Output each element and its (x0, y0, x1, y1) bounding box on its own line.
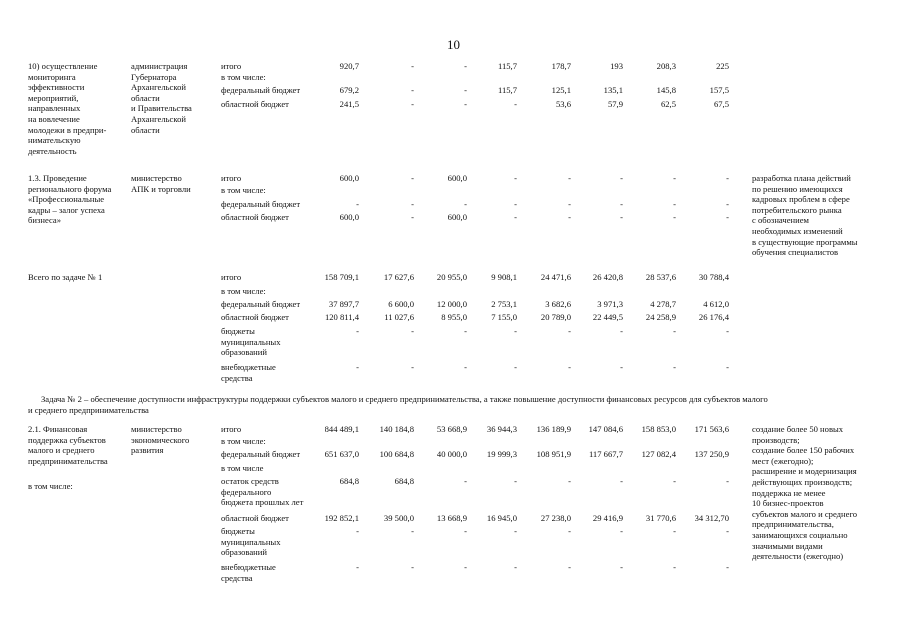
funding-source-label: внебюджетные (221, 362, 276, 372)
expected-result: обучения специалистов (752, 247, 839, 258)
funding-value-cell: - (356, 326, 359, 336)
funding-value-cell: - (411, 562, 414, 572)
funding-value-cell: - (356, 362, 359, 372)
funding-value-cell: - (726, 199, 729, 209)
funding-value-cell: - (620, 199, 623, 209)
funding-value-cell: 37 897,7 (328, 299, 359, 309)
executor-name: министерство (131, 424, 182, 434)
activity-name: мониторинга (28, 71, 76, 82)
funding-value-cell: 57,9 (607, 99, 623, 109)
funding-value-cell: - (568, 199, 571, 209)
funding-value-cell: - (620, 362, 623, 372)
funding-source-label: муниципальных (221, 536, 281, 547)
funding-source-label: внебюджетные (221, 562, 276, 572)
funding-value-cell: 600,0 (339, 173, 359, 183)
funding-value-cell: - (568, 476, 571, 486)
funding-value-cell: - (726, 326, 729, 336)
funding-value-cell: 30 788,4 (698, 272, 729, 282)
funding-value-cell: 679,2 (339, 85, 359, 95)
funding-value-cell: 62,5 (660, 99, 676, 109)
funding-source-label: итого (221, 424, 242, 434)
funding-value-cell: 24 471,6 (540, 272, 571, 282)
activity-name: бизнеса» (28, 215, 62, 226)
funding-source-label: бюджеты (221, 526, 255, 536)
funding-value-cell: 171 563,6 (694, 424, 729, 434)
funding-value-cell: 19 999,3 (486, 449, 517, 459)
executor-name: и Правительства (131, 103, 192, 114)
activity-name: «Профессиональные (28, 194, 105, 205)
funding-value-cell: 127 082,4 (641, 449, 676, 459)
funding-value-cell: 3 682,6 (545, 299, 571, 309)
funding-value-cell: - (514, 199, 517, 209)
funding-value-cell: - (411, 173, 414, 183)
funding-value-cell: - (514, 362, 517, 372)
expected-result: действующих производств; (752, 477, 853, 487)
activity-name: нимательскую (28, 135, 81, 146)
funding-value-cell: 20 789,0 (540, 312, 571, 322)
funding-source-label: остаток средств (221, 476, 279, 486)
funding-source-label: бюджета прошлых лет (221, 497, 304, 508)
expected-result: предпринимательства, (752, 519, 834, 530)
funding-value-cell: 684,8 (339, 476, 359, 486)
activity-name: направленных (28, 103, 81, 114)
funding-value-cell: 7 155,0 (491, 312, 517, 322)
expected-result: кадровых проблем в сфере (752, 194, 850, 205)
funding-value-cell: 8 955,0 (441, 312, 467, 322)
funding-value-cell: - (411, 199, 414, 209)
funding-value-cell: 241,5 (339, 99, 359, 109)
funding-source-label: в том числе: (221, 286, 266, 296)
task-heading: и среднего предпринимательства (28, 405, 149, 415)
funding-value-cell: - (514, 526, 517, 536)
funding-value-cell: - (464, 476, 467, 486)
expected-result: поддержка не менее (752, 487, 826, 498)
funding-value-cell: 53 668,9 (436, 424, 467, 434)
funding-value-cell: - (726, 362, 729, 372)
funding-source-label: федеральный бюджет (221, 199, 301, 209)
funding-source-label: средства (221, 372, 253, 383)
funding-value-cell: 192 852,1 (324, 513, 359, 523)
expected-result: субъектов малого и среднего (752, 508, 858, 519)
funding-source-label: областной бюджет (221, 99, 289, 109)
funding-source-label: в том числе: (221, 436, 266, 446)
funding-value-cell: 600,0 (447, 212, 467, 222)
funding-value-cell: - (411, 99, 414, 109)
funding-value-cell: - (673, 562, 676, 572)
page-number: 10 (447, 37, 460, 52)
executor-name: министерство (131, 173, 182, 183)
funding-value-cell: - (411, 362, 414, 372)
funding-value-cell: 115,7 (497, 85, 517, 95)
funding-value-cell: - (411, 61, 414, 71)
funding-value-cell: 100 684,8 (379, 449, 414, 459)
funding-value-cell: - (620, 526, 623, 536)
funding-value-cell: 137 250,9 (694, 449, 729, 459)
funding-value-cell: - (411, 85, 414, 95)
funding-value-cell: - (726, 562, 729, 572)
funding-source-label: образований (221, 547, 267, 558)
activity-name: кадры – залог успеха (28, 204, 105, 215)
funding-value-cell: - (726, 173, 729, 183)
activity-name: 1.3. Проведение (28, 173, 87, 183)
funding-value-cell: - (514, 99, 517, 109)
funding-value-cell: 13 668,9 (436, 513, 467, 523)
funding-value-cell: - (620, 212, 623, 222)
activity-name: деятельность (28, 145, 77, 156)
expected-result: расширение и модернизация (752, 466, 857, 477)
executor-name: развития (131, 445, 164, 456)
funding-value-cell: 16 945,0 (486, 513, 517, 523)
funding-value-cell: 4 612,0 (703, 299, 729, 309)
funding-source-label: образований (221, 347, 267, 358)
activity-name: 2.1. Финансовая (28, 424, 88, 434)
funding-value-cell: - (620, 326, 623, 336)
funding-value-cell: 31 770,6 (645, 513, 676, 523)
funding-value-cell: 157,5 (709, 85, 729, 95)
funding-value-cell: 178,7 (551, 61, 571, 71)
funding-value-cell: - (568, 173, 571, 183)
funding-value-cell: 108 951,9 (536, 449, 571, 459)
funding-value-cell: 844 489,1 (324, 424, 359, 434)
funding-source-label: областной бюджет (221, 312, 289, 322)
funding-source-label: областной бюджет (221, 212, 289, 222)
funding-value-cell: - (464, 61, 467, 71)
funding-source-label: итого (221, 272, 242, 282)
expected-result: в существующие программы (752, 236, 858, 247)
expected-result: 10 бизнес-проектов (752, 498, 824, 509)
expected-result: мест (ежегодно); (752, 455, 814, 466)
activity-name: эффективности (28, 82, 85, 93)
funding-value-cell: - (673, 199, 676, 209)
expected-result: деятельности (ежегодно) (752, 551, 844, 562)
activity-name: малого и среднего (28, 445, 95, 456)
executor-name: области (131, 124, 160, 135)
funding-value-cell: - (464, 526, 467, 536)
funding-source-label: итого (221, 61, 242, 71)
executor-name: Архангельской (131, 114, 186, 124)
executor-name: администрация (131, 61, 188, 71)
executor-name: экономического (131, 434, 190, 445)
funding-value-cell: 208,3 (656, 61, 676, 71)
funding-value-cell: 684,8 (394, 476, 414, 486)
funding-value-cell: - (620, 562, 623, 572)
funding-value-cell: 17 627,6 (383, 272, 414, 282)
funding-source-label: итого (221, 173, 242, 183)
expected-result: по решению имеющихся (752, 183, 843, 194)
executor-name: АПК и торговли (131, 183, 191, 194)
funding-value-cell: 36 944,3 (486, 424, 517, 434)
executor-name: Губернатора (131, 71, 177, 82)
funding-value-cell: 600,0 (339, 212, 359, 222)
funding-value-cell: - (726, 212, 729, 222)
activity-name: молодежи в предпри- (28, 124, 107, 135)
activity-name: на вовлечение (28, 114, 80, 124)
funding-value-cell: - (673, 173, 676, 183)
funding-value-cell: - (356, 199, 359, 209)
funding-value-cell: 26 420,8 (592, 272, 623, 282)
funding-value-cell: - (464, 99, 467, 109)
funding-value-cell: 225 (716, 61, 729, 71)
funding-value-cell: 125,1 (551, 85, 571, 95)
funding-value-cell: - (673, 212, 676, 222)
funding-value-cell: - (514, 173, 517, 183)
task-total-label: Всего по задаче № 1 (28, 272, 103, 282)
funding-value-cell: - (356, 526, 359, 536)
expected-result: необходимых изменений (752, 226, 843, 236)
funding-source-label: федеральный бюджет (221, 449, 301, 459)
funding-value-cell: - (411, 326, 414, 336)
funding-value-cell: 20 955,0 (436, 272, 467, 282)
funding-value-cell: 29 416,9 (592, 513, 623, 523)
funding-value-cell: 117 667,7 (588, 449, 623, 459)
funding-value-cell: - (620, 173, 623, 183)
funding-source-label: федерального (221, 486, 272, 497)
funding-value-cell: - (464, 562, 467, 572)
funding-value-cell: 53,6 (555, 99, 571, 109)
funding-value-cell: - (464, 362, 467, 372)
funding-value-cell: 22 449,5 (592, 312, 623, 322)
funding-value-cell: - (568, 526, 571, 536)
funding-value-cell: 158 709,1 (324, 272, 359, 282)
funding-value-cell: - (411, 526, 414, 536)
funding-value-cell: 120 811,4 (324, 312, 359, 322)
expected-result: потребительского рынка (752, 204, 842, 215)
funding-value-cell: 158 853,0 (641, 424, 676, 434)
expected-result: разработка плана действий (752, 173, 851, 183)
funding-value-cell: 920,7 (339, 61, 359, 71)
funding-value-cell: - (464, 326, 467, 336)
activity-name: 10) осуществление (28, 61, 98, 71)
funding-value-cell: 11 027,6 (384, 312, 414, 322)
funding-value-cell: 24 258,9 (645, 312, 676, 322)
funding-value-cell: 193 (610, 61, 623, 71)
funding-value-cell: 39 500,0 (383, 513, 414, 523)
funding-value-cell: - (620, 476, 623, 486)
funding-value-cell: 27 238,0 (540, 513, 571, 523)
funding-value-cell: 4 278,7 (650, 299, 676, 309)
funding-value-cell: 651 637,0 (324, 449, 359, 459)
funding-value-cell: 600,0 (447, 173, 467, 183)
funding-value-cell: 26 176,4 (698, 312, 729, 322)
expected-result: производств; (752, 434, 800, 445)
expected-result: занимающихся социально (752, 530, 848, 540)
funding-value-cell: - (726, 526, 729, 536)
funding-value-cell: - (568, 362, 571, 372)
funding-value-cell: 34 312,70 (694, 513, 729, 523)
executor-name: Архангельской (131, 82, 186, 93)
funding-value-cell: - (726, 476, 729, 486)
funding-value-cell: - (514, 326, 517, 336)
funding-value-cell: 135,1 (603, 85, 623, 95)
funding-value-cell: 12 000,0 (436, 299, 467, 309)
funding-value-cell: - (411, 212, 414, 222)
funding-value-cell: - (356, 562, 359, 572)
funding-value-cell: 28 537,6 (645, 272, 676, 282)
funding-value-cell: - (464, 199, 467, 209)
expected-result: значимыми видами (752, 540, 823, 551)
funding-value-cell: - (673, 526, 676, 536)
funding-source-label: в том числе: (221, 185, 266, 195)
funding-source-label: средства (221, 572, 253, 583)
expected-result: с обозначением (752, 215, 809, 226)
funding-value-cell: 9 908,1 (491, 272, 517, 282)
funding-source-label: бюджеты (221, 326, 255, 336)
funding-value-cell: 6 600,0 (388, 299, 414, 309)
funding-value-cell: - (568, 212, 571, 222)
funding-source-label: федеральный бюджет (221, 299, 301, 309)
funding-source-label: в том числе: (221, 72, 266, 82)
funding-value-cell: - (568, 326, 571, 336)
task-heading: Задача № 2 – обеспечение доступности инфраструктуры поддержки субъектов малого и среднего предпринимательства, а также повышение доступности финансовых ресурсов для субъектов малого (41, 394, 768, 404)
funding-value-cell: 40 000,0 (436, 449, 467, 459)
activity-name: мероприятий, (28, 92, 79, 103)
funding-value-cell: - (673, 476, 676, 486)
funding-value-cell: - (514, 476, 517, 486)
funding-source-label: в том числе (221, 463, 264, 473)
activity-name: поддержка субъектов (28, 434, 106, 445)
funding-value-cell: 2 753,1 (491, 299, 517, 309)
funding-source-label: областной бюджет (221, 513, 289, 523)
funding-value-cell: - (464, 85, 467, 95)
executor-name: области (131, 92, 160, 103)
activity-name: регионального форума (28, 183, 112, 194)
funding-value-cell: 115,7 (497, 61, 517, 71)
funding-value-cell: 136 189,9 (536, 424, 571, 434)
funding-value-cell: 145,8 (656, 85, 676, 95)
funding-value-cell: - (514, 212, 517, 222)
funding-value-cell: 3 971,3 (597, 299, 623, 309)
funding-source-label: муниципальных (221, 336, 281, 347)
funding-value-cell: 140 184,8 (379, 424, 414, 434)
funding-value-cell: 147 084,6 (588, 424, 623, 434)
activity-subnote: в том числе: (28, 481, 73, 491)
expected-result: создание более 50 новых (752, 424, 844, 434)
funding-value-cell: - (514, 562, 517, 572)
funding-value-cell: - (568, 562, 571, 572)
funding-value-cell: - (673, 362, 676, 372)
funding-value-cell: - (673, 326, 676, 336)
expected-result: создание более 150 рабочих (752, 445, 855, 456)
activity-name: предпринимательства (28, 455, 108, 466)
funding-value-cell: 67,5 (713, 99, 729, 109)
funding-source-label: федеральный бюджет (221, 85, 301, 95)
